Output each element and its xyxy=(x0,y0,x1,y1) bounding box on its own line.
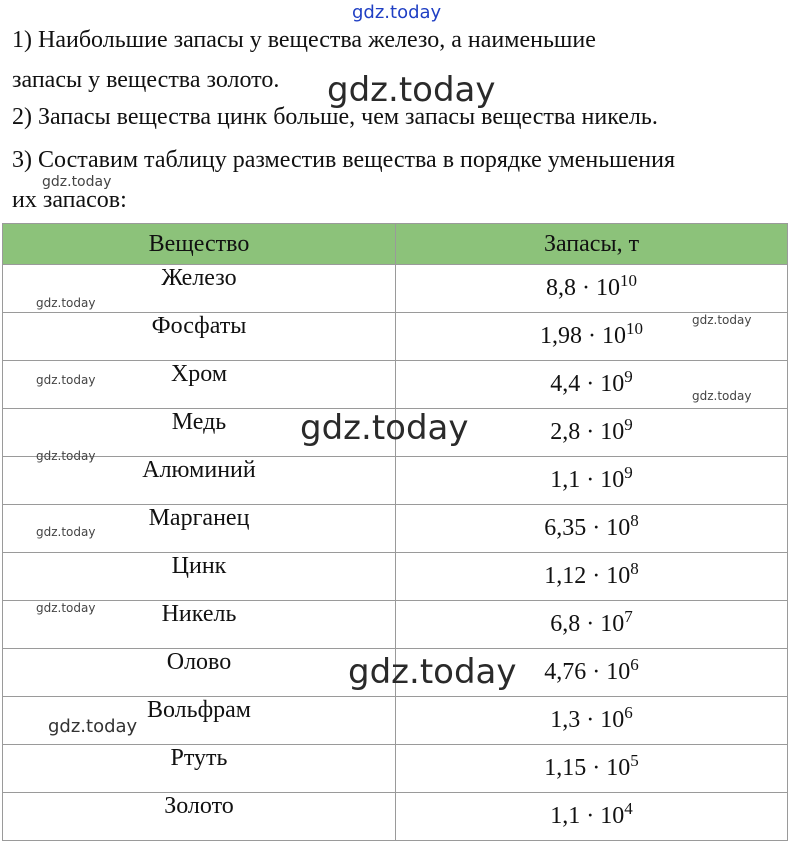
reserve-mantissa: 1,98 xyxy=(540,323,582,349)
paragraph-1-line-2: запасы у вещества золото. xyxy=(12,67,280,93)
reserve-mantissa: 8,8 xyxy=(546,275,576,301)
reserve-value: $1,3 \cdot 10^6$ xyxy=(396,697,788,745)
reserves-table xyxy=(2,223,788,841)
paragraph-3 xyxy=(12,140,675,220)
substance-name: Медь xyxy=(3,409,396,457)
paragraph-3-line-1: 3) Составим таблицу разместив вещества в порядке уменьшения xyxy=(12,147,675,173)
watermark: gdz.today xyxy=(300,408,469,448)
substance-name: Олово xyxy=(3,649,396,697)
substance-name: Ртуть xyxy=(3,745,396,793)
reserve-value: $1,98 \cdot 10^{10}$ xyxy=(396,313,788,361)
table-row xyxy=(3,505,788,553)
watermark: gdz.today xyxy=(36,373,96,387)
table-header-row xyxy=(3,224,788,265)
substance-name: Железо xyxy=(3,265,396,313)
reserve-mantissa: 6,35 xyxy=(544,515,587,541)
substance-name: Фосфаты xyxy=(3,313,396,361)
reserve-exponent: 9 xyxy=(624,367,633,386)
reserve-exponent: 6 xyxy=(630,655,639,674)
reserve-mantissa: 2,8 xyxy=(550,419,581,445)
reserve-exponent: 6 xyxy=(624,703,633,722)
table-row xyxy=(3,313,788,361)
reserve-mantissa: 1,15 xyxy=(544,755,587,781)
table-row xyxy=(3,793,788,841)
watermark: gdz.today xyxy=(327,70,496,110)
substance-name: Марганец xyxy=(3,505,396,553)
reserve-exponent: 9 xyxy=(624,463,633,482)
column-header-reserves: Запасы, т xyxy=(396,224,788,265)
substance-name: Алюминий xyxy=(3,457,396,505)
watermark: gdz.today xyxy=(36,525,96,539)
reserve-exponent: 7 xyxy=(624,607,633,626)
reserve-mantissa: 4,76 xyxy=(544,659,587,685)
reserve-exponent: 8 xyxy=(630,511,639,530)
reserve-value: $1,1 \cdot 10^4$ xyxy=(396,793,788,841)
reserve-mantissa: 1,1 xyxy=(550,467,581,493)
reserve-value: $8,8 \cdot 10^{10}$ xyxy=(396,265,788,313)
paragraph-1 xyxy=(12,20,596,100)
reserve-value: $1,1 \cdot 10^9$ xyxy=(396,457,788,505)
paragraph-2-line-1: 2) Запасы вещества цинк больше, чем запасы вещества никель. xyxy=(12,104,658,130)
reserve-value: $6,35 \cdot 10^8$ xyxy=(396,505,788,553)
reserve-value: $4,76 \cdot 10^6$ xyxy=(396,649,788,697)
reserve-value: $1,12 \cdot 10^8$ xyxy=(396,553,788,601)
reserve-value: $4,4 \cdot 10^9$ xyxy=(396,361,788,409)
reserve-exponent: 10 xyxy=(620,271,637,290)
table-row xyxy=(3,265,788,313)
watermark: gdz.today xyxy=(48,716,138,737)
column-header-substance: Вещество xyxy=(3,224,396,265)
substance-name: Вольфрам xyxy=(3,697,396,745)
paragraph-3-line-2: их запасов: xyxy=(12,187,127,213)
table-row xyxy=(3,553,788,601)
table-row xyxy=(3,361,788,409)
substance-name: Хром xyxy=(3,361,396,409)
substance-name: Никель xyxy=(3,601,396,649)
reserve-exponent: 5 xyxy=(630,751,639,770)
watermark: gdz.today xyxy=(692,389,752,403)
reserve-mantissa: 1,12 xyxy=(544,563,587,589)
reserve-value: $2,8 \cdot 10^9$ xyxy=(396,409,788,457)
reserve-mantissa: 6,8 xyxy=(550,611,581,637)
watermark: gdz.today xyxy=(42,174,112,190)
table-row xyxy=(3,601,788,649)
watermark: gdz.today xyxy=(692,313,752,327)
reserve-exponent: 9 xyxy=(624,415,633,434)
paragraph-1-line-1: 1) Наибольшие запасы у вещества железо, а наименьшие xyxy=(12,27,596,53)
substance-name: Цинк xyxy=(3,553,396,601)
reserve-mantissa: 1,3 xyxy=(550,707,581,733)
reserve-value: $6,8 \cdot 10^7$ xyxy=(396,601,788,649)
watermark: gdz.today xyxy=(36,449,96,463)
reserve-mantissa: 4,4 xyxy=(550,371,581,397)
table-row xyxy=(3,745,788,793)
reserve-exponent: 10 xyxy=(626,319,643,338)
reserve-exponent: 8 xyxy=(630,559,639,578)
reserve-mantissa: 1,1 xyxy=(550,803,581,829)
watermark: gdz.today xyxy=(348,652,517,692)
reserve-value: $1,15 \cdot 10^5$ xyxy=(396,745,788,793)
watermark: gdz.today xyxy=(36,296,96,310)
reserve-exponent: 4 xyxy=(624,799,633,818)
table-row xyxy=(3,457,788,505)
substance-name: Золото xyxy=(3,793,396,841)
table-body xyxy=(3,265,788,841)
watermark: gdz.today xyxy=(352,2,442,23)
watermark: gdz.today xyxy=(36,601,96,615)
